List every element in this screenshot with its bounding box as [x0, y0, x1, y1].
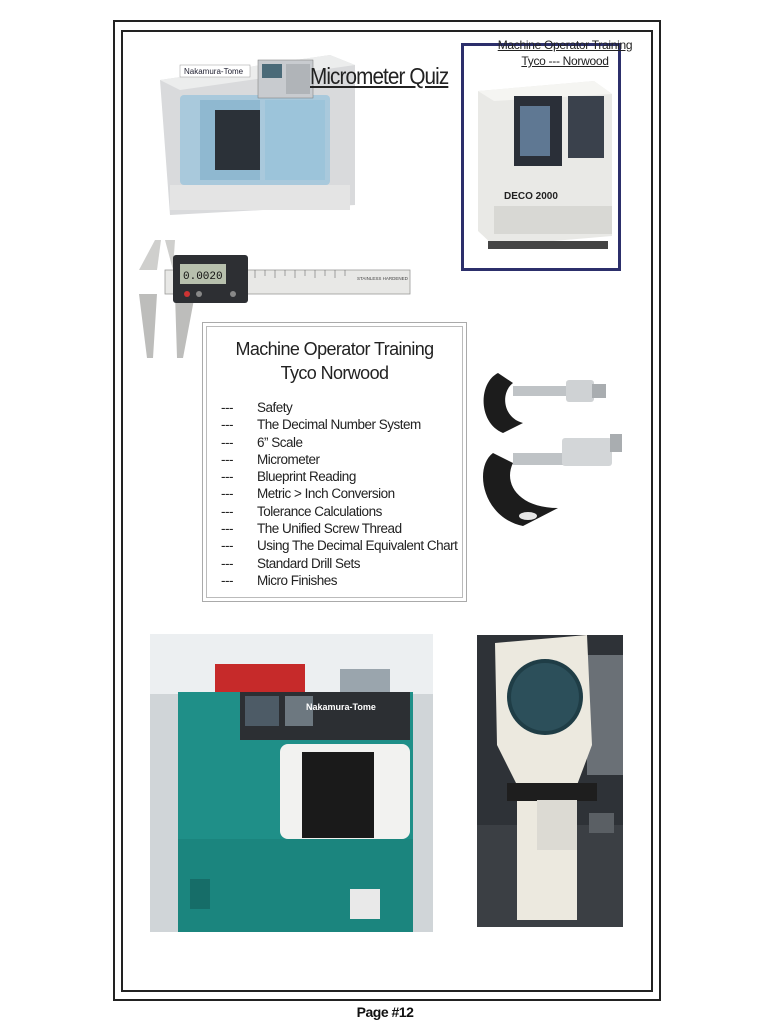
course-outline-box [202, 322, 467, 602]
list-item: --- Using The Decimal Equivalent Chart [221, 538, 458, 554]
caliper-readout: 0.0020 [183, 271, 223, 283]
course-topic-list [221, 399, 457, 589]
deco-machine-photo [461, 43, 621, 271]
lathe-bottom-brand: Nakamura-Tome [306, 702, 376, 712]
micrometers-photo [478, 368, 628, 533]
lathe-top-brand: Nakamura-Tome [184, 67, 244, 76]
training-header [480, 37, 650, 69]
header-line-2: Tyco --- Norwood [521, 54, 609, 68]
optical-comparator-photo [477, 635, 623, 927]
course-title-line-1: Machine Operator Training [235, 339, 434, 359]
quiz-title: Micrometer Quiz [310, 63, 449, 89]
header-line-1: Machine Operator Training [497, 38, 633, 52]
course-title [207, 337, 462, 385]
list-item: --- Micrometer [221, 451, 320, 467]
list-item: --- Micro Finishes [221, 572, 338, 588]
course-title-line-2: Tyco Norwood [280, 363, 389, 383]
list-item: --- Safety [221, 400, 293, 415]
list-item: --- The Decimal Number System [221, 417, 421, 433]
list-item: --- Standard Drill Sets [221, 555, 361, 571]
caliper-scale-text: STAINLESS HARDENED [357, 276, 408, 281]
page-number: Page #12 [356, 1004, 414, 1020]
list-item: --- 6” Scale [221, 434, 303, 450]
list-item: --- The Unified Screw Thread [221, 521, 402, 537]
list-item: --- Blueprint Reading [221, 469, 356, 485]
list-item: --- Tolerance Calculations [221, 503, 382, 519]
deco-label: DECO 2000 [504, 191, 558, 202]
green-cnc-lathe-photo [150, 634, 433, 932]
list-item: --- Metric > Inch Conversion [221, 486, 395, 502]
